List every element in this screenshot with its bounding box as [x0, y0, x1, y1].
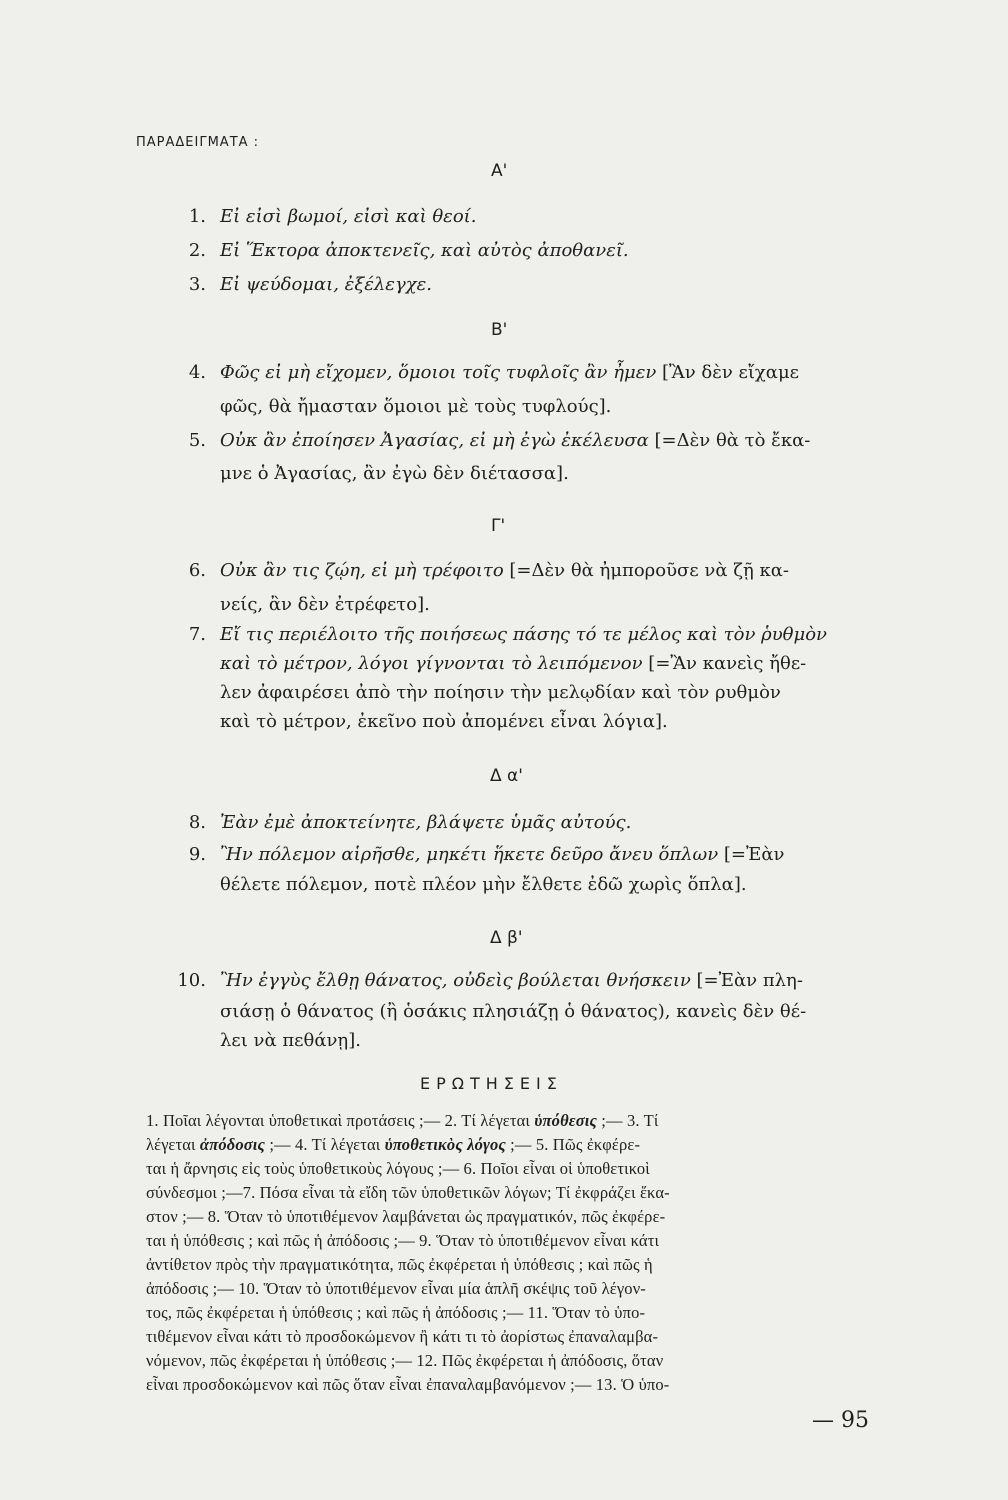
- question-term: ὑπόθεσις: [534, 1111, 598, 1130]
- question-text: ;— 3. Τί: [597, 1111, 659, 1130]
- section-label-a: Α': [491, 161, 508, 181]
- example-text: μνε ὁ Ἀγασίας, ἂν ἐγὼ δὲν διέτασσα].: [220, 463, 569, 484]
- example-text: [220, 653, 806, 674]
- example-number: 10.: [177, 970, 206, 991]
- translation: [=Δὲν θὰ ἠμποροῦσε νὰ ζῇ κα-: [503, 560, 789, 581]
- example-text: Ἐὰν ἐμὲ ἀποκτείνητε, βλάψετε ὑμᾶς αὐτούς.: [220, 812, 632, 833]
- question-text: λέγεται: [146, 1135, 196, 1154]
- page-number: — 95: [812, 1408, 869, 1433]
- example-number: 7.: [188, 624, 206, 645]
- translation: [=Ἐὰν: [718, 844, 785, 865]
- example-text: φῶς, θὰ ἤμασταν ὅμοιοι μὲ τοὺς τυφλούς].: [220, 396, 612, 417]
- question-line: τος, πῶς ἐκφέρεται ἡ ὑπόθεσις ; καὶ πῶς ἡ ἀπόδοσις ;— 11. Ὅταν τὸ ὑπο-: [146, 1303, 646, 1322]
- translation: [Ἂν δὲν εἴχαμε: [656, 362, 799, 383]
- question-line: [146, 1135, 640, 1155]
- question-line: σύνδεσμοι ;—7. Πόσα εἶναι τὰ εἴδη τῶν ὑποθετικῶν λόγων; Τί ἐκφράζει ἕκα-: [146, 1183, 670, 1202]
- translation: [=Ἂν κανεὶς ἤθε-: [642, 653, 807, 674]
- example-number: 9.: [188, 844, 206, 865]
- greek-original: Οὐκ ἂν τις ζῴη, εἰ μὴ τρέφοιτο: [220, 560, 504, 581]
- greek-original: Φῶς εἰ μὴ εἴχομεν, ὅμοιοι τοῖς τυφλοῖς ἂν ἦμεν: [220, 362, 657, 383]
- example-text: [220, 362, 799, 383]
- page-header: ΠΑΡΑΔΕΙΓΜΑΤΑ :: [136, 135, 260, 150]
- questions-heading: ΕΡΩΤΗΣΕΙΣ: [420, 1074, 563, 1093]
- question-line: στον ;— 8. Ὅταν τὸ ὑποτιθέμενον λαμβάνεται ὡς πραγματικόν, πῶς ἐκφέρε-: [146, 1207, 666, 1226]
- example-number: 5.: [188, 430, 206, 451]
- question-term: ὑποθετικὸς λόγος: [384, 1135, 506, 1154]
- question-line: [146, 1111, 658, 1131]
- example-number: 1.: [188, 206, 206, 227]
- example-text: νείς, ἂν δὲν ἐτρέφετο].: [220, 594, 430, 615]
- example-text: Εἰ Ἕκτορα ἀποκτενεῖς, καὶ αὐτὸς ἀποθανεῖ.: [220, 240, 629, 261]
- question-line: ται ἡ ἄρνησις εἰς τοὺς ὑποθετικοὺς λόγους ;— 6. Ποῖοι εἶναι οἱ ὑποθετικοὶ: [146, 1159, 650, 1178]
- translation: [=Δὲν θὰ τὸ ἔκα-: [648, 430, 811, 451]
- example-text: [220, 560, 789, 581]
- section-label-b: Β': [491, 320, 508, 340]
- greek-original: Ἢν ἐγγὺς ἔλθῃ θάνατος, οὐδεὶς βούλεται θνήσκειν: [220, 970, 691, 991]
- greek-original: καὶ τὸ μέτρον, λόγοι γίγνονται τὸ λειπόμενον: [220, 653, 643, 674]
- question-line: τιθέμενον εἶναι κάτι τὸ προσδοκώμενον ἢ κάτι τι τὸ ἀορίστως ἐπαναλαμβα-: [146, 1327, 659, 1346]
- question-line: ται ἡ ὑπόθεσις ; καὶ πῶς ἡ ἀπόδοσις ;— 9. Ὅταν τὸ ὑποτιθέμενον εἶναι κάτι: [146, 1231, 660, 1250]
- example-text: θέλετε πόλεμον, ποτὲ πλέον μὴν ἔλθετε ἐδῶ χωρὶς ὅπλα].: [220, 874, 747, 895]
- question-text: 1. Ποῖαι λέγονται ὑποθετικαὶ προτάσεις ;— 2. Τί λέγεται: [146, 1111, 531, 1130]
- example-text: Εἴ τις περιέλοιτο τῆς ποιήσεως πάσης τό τε μέλος καὶ τὸν ῥυθμὸν: [220, 624, 827, 645]
- section-label-da: Δ α': [490, 766, 523, 786]
- question-line: ἀντίθετον πρὸς τὴν πραγματικότητα, πῶς ἐκφέρεται ἡ ὑπόθεσις ; καὶ πῶς ἡ: [146, 1255, 653, 1274]
- question-line: νόμενον, πῶς ἐκφέρεται ἡ ὑπόθεσις ;— 12. Πῶς ἐκφέρεται ἡ ἀπόδοσις, ὅταν: [146, 1351, 664, 1370]
- question-term: ἀπόδοσις: [199, 1135, 266, 1154]
- example-number: 3.: [188, 274, 206, 295]
- example-text: [220, 844, 784, 865]
- example-number: 8.: [188, 812, 206, 833]
- example-text: Εἰ ψεύδομαι, ἐξέλεγχε.: [220, 274, 433, 295]
- question-text: ;— 5. Πῶς ἐκφέρε-: [505, 1135, 641, 1154]
- example-number: 2.: [188, 240, 206, 261]
- example-number: 6.: [188, 560, 206, 581]
- section-label-g: Γ': [491, 516, 506, 536]
- example-text: σιάσῃ ὁ θάνατος (ἢ ὁσάκις πλησιάζῃ ὁ θάνατος), κανεὶς δὲν θέ-: [220, 1001, 807, 1022]
- example-text: λει νὰ πεθάνῃ].: [220, 1030, 361, 1051]
- example-text: Εἰ εἰσὶ βωμοί, εἰσὶ καὶ θεοί.: [220, 206, 477, 227]
- question-line: εἶναι προσδοκώμενον καὶ πῶς ὅταν εἶναι ἐπαναλαμβανόμενον ;— 13. Ὁ ὑπο-: [146, 1375, 670, 1394]
- example-text: [220, 430, 810, 451]
- question-text: ;— 4. Τί λέγεται: [265, 1135, 381, 1154]
- example-text: [220, 970, 803, 991]
- example-text: καὶ τὸ μέτρον, ἐκεῖνο ποὺ ἀπομένει εἶναι λόγια].: [220, 711, 668, 732]
- example-text: λεν ἀφαιρέσει ἀπὸ τὴν ποίησιν τὴν μελῳδίαν καὶ τὸν ρυθμὸν: [220, 682, 781, 703]
- greek-original: Ἢν πόλεμον αἱρῆσθε, μηκέτι ἥκετε δεῦρο ἄνευ ὅπλων: [220, 844, 719, 865]
- greek-original: Οὐκ ἂν ἐποίησεν Ἀγασίας, εἰ μὴ ἐγὼ ἐκέλευσα: [220, 430, 649, 451]
- translation: [=Ἐὰν πλη-: [690, 970, 803, 991]
- example-number: 4.: [188, 362, 206, 383]
- question-line: ἀπόδοσις ;— 10. Ὅταν τὸ ὑποτιθέμενον εἶναι μία ἁπλῆ σκέψις τοῦ λέγον-: [146, 1279, 646, 1298]
- section-label-db: Δ β': [490, 928, 523, 948]
